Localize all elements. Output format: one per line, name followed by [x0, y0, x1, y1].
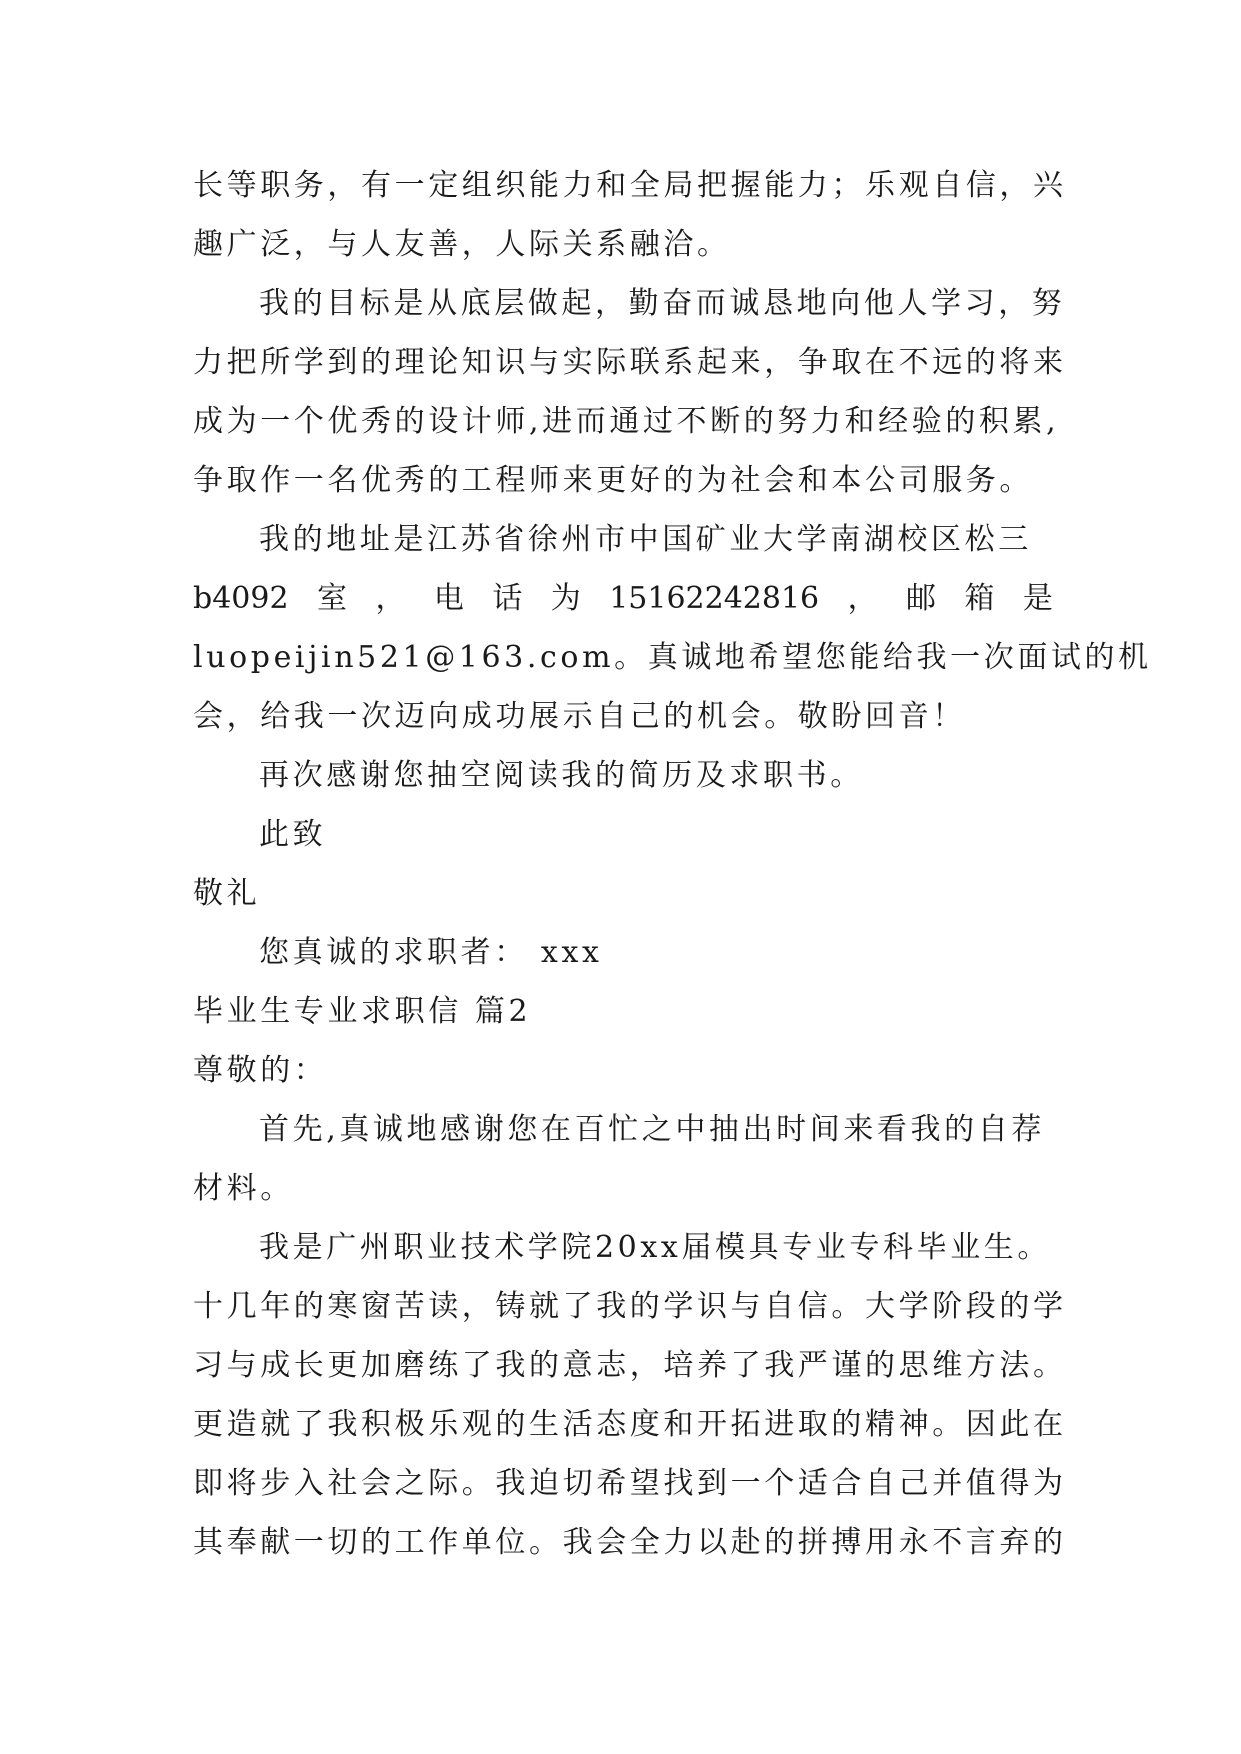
text-line: 十几年的寒窗苦读，铸就了我的学识与自信。大学阶段的学	[193, 1289, 1067, 1324]
text-token: 15162242816	[609, 581, 820, 616]
text-token: 电	[433, 581, 464, 616]
text-line: 趣广泛，与人友善，人际关系融洽。	[193, 227, 731, 262]
text-line: 即将步入社会之际。我迫切希望找到一个适合自己并值得为	[193, 1466, 1067, 1501]
text-token: 话	[492, 581, 523, 616]
text-line: 首先,真诚地感谢您在百忙之中抽出时间来看我的自荐	[259, 1112, 1045, 1147]
text-token: 邮	[906, 581, 937, 616]
text-line: 力把所学到的理论知识与实际联系起来，争取在不远的将来	[193, 345, 1067, 380]
document-page	[193, 156, 1152, 1572]
text-line: luopeijin521@163.com。真诚地希望您能给我一次面试的机	[193, 640, 1152, 675]
text-token: b4092	[193, 581, 289, 616]
text-line: 您真诚的求职者： xxx	[259, 935, 603, 970]
text-line: 长等职务，有一定组织能力和全局把握能力；乐观自信，兴	[193, 168, 1067, 203]
text-line: 我是广州职业技术学院20xx届模具专业专科毕业生。	[259, 1230, 1052, 1265]
text-line: 我的地址是江苏省徐州市中国矿业大学南湖校区松三	[259, 522, 1032, 557]
text-line: 习与成长更加磨练了我的意志，培养了我严谨的思维方法。	[193, 1348, 1067, 1383]
text-line: 我的目标是从底层做起，勤奋而诚恳地向他人学习，努	[259, 286, 1066, 321]
text-line: 争取作一名优秀的工程师来更好的为社会和本公司服务。	[193, 463, 1033, 498]
text-line: 成为一个优秀的设计师,进而通过不断的努力和经验的积累,	[193, 404, 1060, 439]
text-token: 是	[1022, 581, 1053, 616]
text-token: ，	[847, 581, 878, 616]
section-heading: 毕业生专业求职信 篇2	[193, 994, 532, 1029]
text-line: 此致	[259, 817, 327, 852]
text-line: 再次感谢您抽空阅读我的简历及求职书。	[259, 758, 864, 793]
text-line: 更造就了我积极乐观的生活态度和开拓进取的精神。因此在	[193, 1407, 1067, 1442]
text-line: 其奉献一切的工作单位。我会全力以赴的拼搏用永不言弃的	[193, 1525, 1067, 1560]
text-line: 尊敬的：	[193, 1053, 328, 1088]
text-token: 为	[550, 581, 581, 616]
justified-address-line	[193, 569, 1053, 628]
text-line: 敬礼	[193, 876, 261, 911]
text-line: 材料。	[193, 1171, 294, 1206]
text-token: 箱	[964, 581, 995, 616]
text-token: 室	[317, 581, 347, 616]
text-token: ，	[375, 581, 406, 616]
text-line: 会，给我一次迈向成功展示自己的机会。敬盼回音！	[193, 699, 966, 734]
